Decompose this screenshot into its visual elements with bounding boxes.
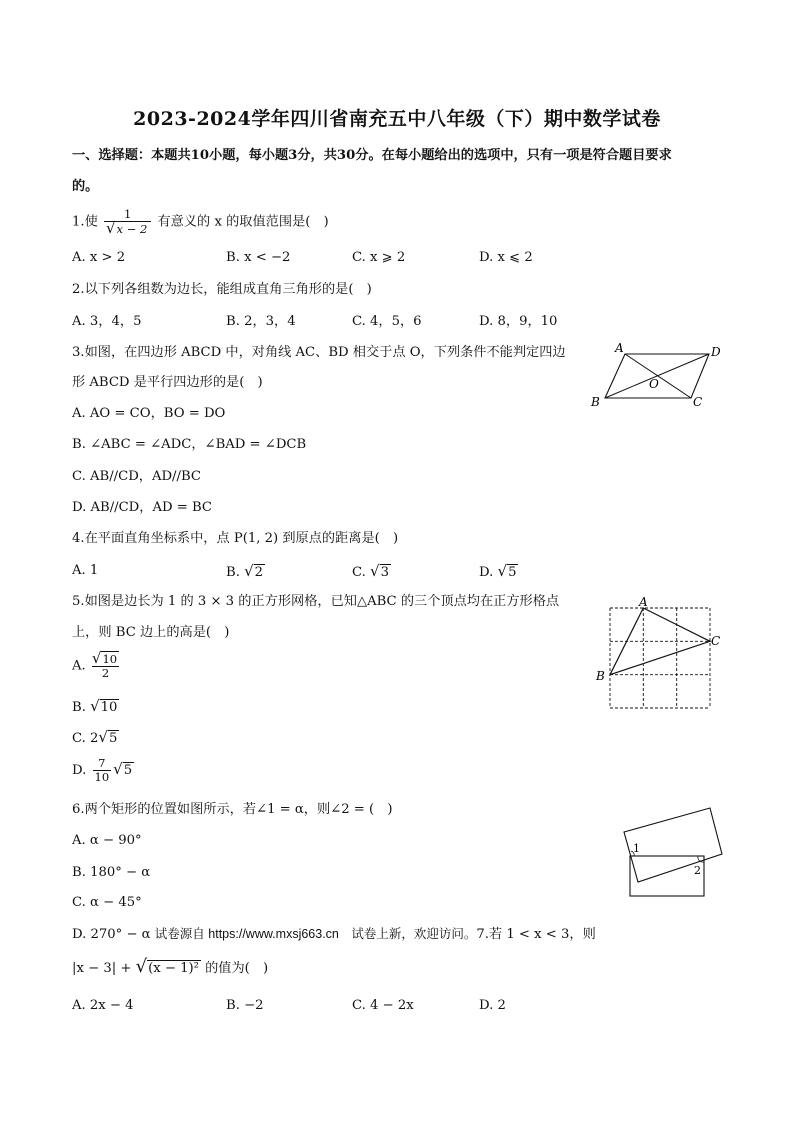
q4-option-d-label: D. bbox=[479, 565, 494, 580]
source-note: 试卷源自 https://www.mxsj663.cn 试卷上新，欢迎访问。 bbox=[154, 927, 477, 941]
q3-option-d[interactable]: D. AB//CD，AD = BC bbox=[72, 500, 212, 515]
q5-option-a[interactable] bbox=[72, 649, 121, 680]
label-b: B bbox=[591, 395, 600, 409]
q5-d-den: 10 bbox=[94, 770, 110, 784]
label-a: A bbox=[639, 596, 648, 609]
question-6: 6.两个矩形的位置如图所示，若∠1 = α，则∠2 = ( ) bbox=[72, 802, 393, 817]
section-heading: 一、选择题：本题共10小题，每小题3分，共30分。在每小题给出的选项中，只有一项是符合题目要求 bbox=[72, 148, 672, 163]
q4-option-b[interactable]: B. √2 bbox=[226, 562, 264, 580]
page-title: 2023-2024学年四川省南充五中八年级（下）期中数学试卷 bbox=[133, 108, 661, 130]
q1-frac-den: x − 2 bbox=[116, 222, 148, 236]
q2-option-d[interactable]: D. 8，9，10 bbox=[479, 314, 558, 329]
q5-a-num: 10 bbox=[102, 652, 118, 666]
lower-rectangle bbox=[630, 856, 704, 896]
q1-suffix: 有意义的 x 的取值范围是( ) bbox=[157, 214, 329, 230]
q5-option-d-fraction bbox=[93, 757, 112, 784]
label-b: B bbox=[596, 669, 605, 683]
q7-expr-rad: (x − 1)² bbox=[148, 961, 199, 976]
q7-expr-a: |x − 3| + bbox=[72, 961, 132, 976]
q5-option-b-label: B. bbox=[72, 700, 86, 715]
q5-option-d-label: D. bbox=[72, 763, 87, 778]
q2-option-a[interactable]: A. 3，4，5 bbox=[72, 314, 142, 329]
q4-option-b-radicand: 2 bbox=[254, 565, 264, 580]
q6-option-b[interactable]: B. 180° − α bbox=[72, 865, 151, 880]
question-1 bbox=[72, 208, 329, 236]
q7-option-b[interactable]: B. −2 bbox=[226, 998, 264, 1013]
q6-option-a[interactable]: A. α − 90° bbox=[72, 833, 142, 848]
question-5-cont: 上，则 BC 边上的高是( ) bbox=[72, 625, 230, 640]
q4-option-c-radicand: 3 bbox=[380, 565, 389, 580]
q5-option-c-label: C. bbox=[72, 731, 86, 746]
q6-option-c[interactable]: C. α − 45° bbox=[72, 895, 142, 910]
q4-option-a[interactable]: A. 1 bbox=[72, 563, 99, 578]
q7-option-d[interactable]: D. 2 bbox=[479, 998, 506, 1013]
q7-expr-end: 的值为( ) bbox=[205, 961, 269, 976]
q1-fraction: $\frac{1}{√x - 2}$ bbox=[104, 208, 151, 236]
question-3: 3.如图，在四边形 ABCD 中，对角线 AC、BD 相交于点 O，下列条件不能判定四边 bbox=[72, 345, 566, 360]
q3-parallelogram-figure bbox=[585, 340, 725, 410]
question-2: 2.以下列各组数为边长，能组成直角三角形的是( ) bbox=[72, 282, 372, 297]
q2-option-b[interactable]: B. 2，3，4 bbox=[226, 314, 296, 329]
q5-option-a-label: A. bbox=[72, 658, 86, 674]
q5-b-rad: 10 bbox=[100, 700, 118, 715]
question-5: 5.如图是边长为 1 的 3 × 3 的正方形网格，已知△ABC 的三个顶点均在正方形格点 bbox=[72, 594, 560, 609]
section-heading-cont: 的。 bbox=[72, 179, 99, 194]
question-7-expr: |x − 3| + √(x − 1)² 的值为( ) bbox=[72, 956, 269, 977]
q3-option-c[interactable]: C. AB//CD，AD//BC bbox=[72, 469, 201, 484]
q5-option-c[interactable]: C. 2√5 bbox=[72, 728, 118, 746]
q5-d-num: 7 bbox=[98, 756, 106, 770]
q1-prefix: 1.使 bbox=[72, 214, 98, 230]
q4-option-c-label: C. bbox=[352, 565, 366, 580]
q1-option-b[interactable]: B. x < −2 bbox=[226, 250, 291, 265]
question-3-cont: 形 ABCD 是平行四边形的是( ) bbox=[72, 375, 263, 390]
q2-option-c[interactable]: C. 4，5，6 bbox=[352, 314, 422, 329]
label-o: O bbox=[649, 377, 659, 391]
q7-option-c[interactable]: C. 4 − 2x bbox=[352, 998, 414, 1013]
q3-option-b[interactable]: B. ∠ABC = ∠ADC，∠BAD = ∠DCB bbox=[72, 437, 307, 452]
q4-option-b-label: B. bbox=[226, 565, 240, 580]
q1-option-d[interactable]: D. x ⩽ 2 bbox=[479, 250, 533, 265]
q5-a-den: 2 bbox=[92, 666, 119, 680]
label-d: D bbox=[711, 345, 721, 359]
q5-grid-figure bbox=[592, 596, 722, 714]
q5-c-rad: 5 bbox=[108, 731, 118, 746]
q1-frac-num: 1 bbox=[123, 207, 132, 221]
q4-option-d-radicand: 5 bbox=[508, 565, 517, 580]
q3-option-a[interactable]: A. AO = CO，BO = DO bbox=[72, 406, 226, 421]
q6-rectangles-figure bbox=[618, 800, 728, 900]
q5-option-d[interactable]: D. $\frac{7}{10}$ √5 bbox=[72, 756, 133, 784]
angle-2-label: 2 bbox=[694, 864, 701, 877]
q7-option-a[interactable]: A. 2x − 4 bbox=[72, 998, 134, 1013]
angle-1-label: 1 bbox=[633, 842, 640, 855]
question-4: 4.在平面直角坐标系中，点 P(1, 2) 到原点的距离是( ) bbox=[72, 531, 399, 546]
q5-c-coef: 2 bbox=[90, 731, 99, 746]
q5-d-rad: 5 bbox=[123, 763, 133, 778]
q4-option-c[interactable]: C. √3 bbox=[352, 562, 389, 580]
q4-option-d[interactable]: D. √5 bbox=[479, 562, 517, 580]
question-7-start: 7.若 1 < x < 3，则 bbox=[476, 927, 596, 942]
q5-option-a-fraction: $\frac{√10}{2}$ bbox=[91, 649, 118, 680]
label-c: C bbox=[693, 395, 703, 409]
q6-option-d-line bbox=[72, 925, 596, 944]
q1-option-a[interactable]: A. x > 2 bbox=[72, 250, 126, 265]
q6-option-d[interactable]: D. 270° − α bbox=[72, 927, 151, 942]
q1-option-c[interactable]: C. x ⩾ 2 bbox=[352, 250, 406, 265]
label-a: A bbox=[615, 341, 624, 355]
q5-option-b[interactable]: B. √10 bbox=[72, 697, 118, 715]
label-c: C bbox=[711, 634, 721, 648]
